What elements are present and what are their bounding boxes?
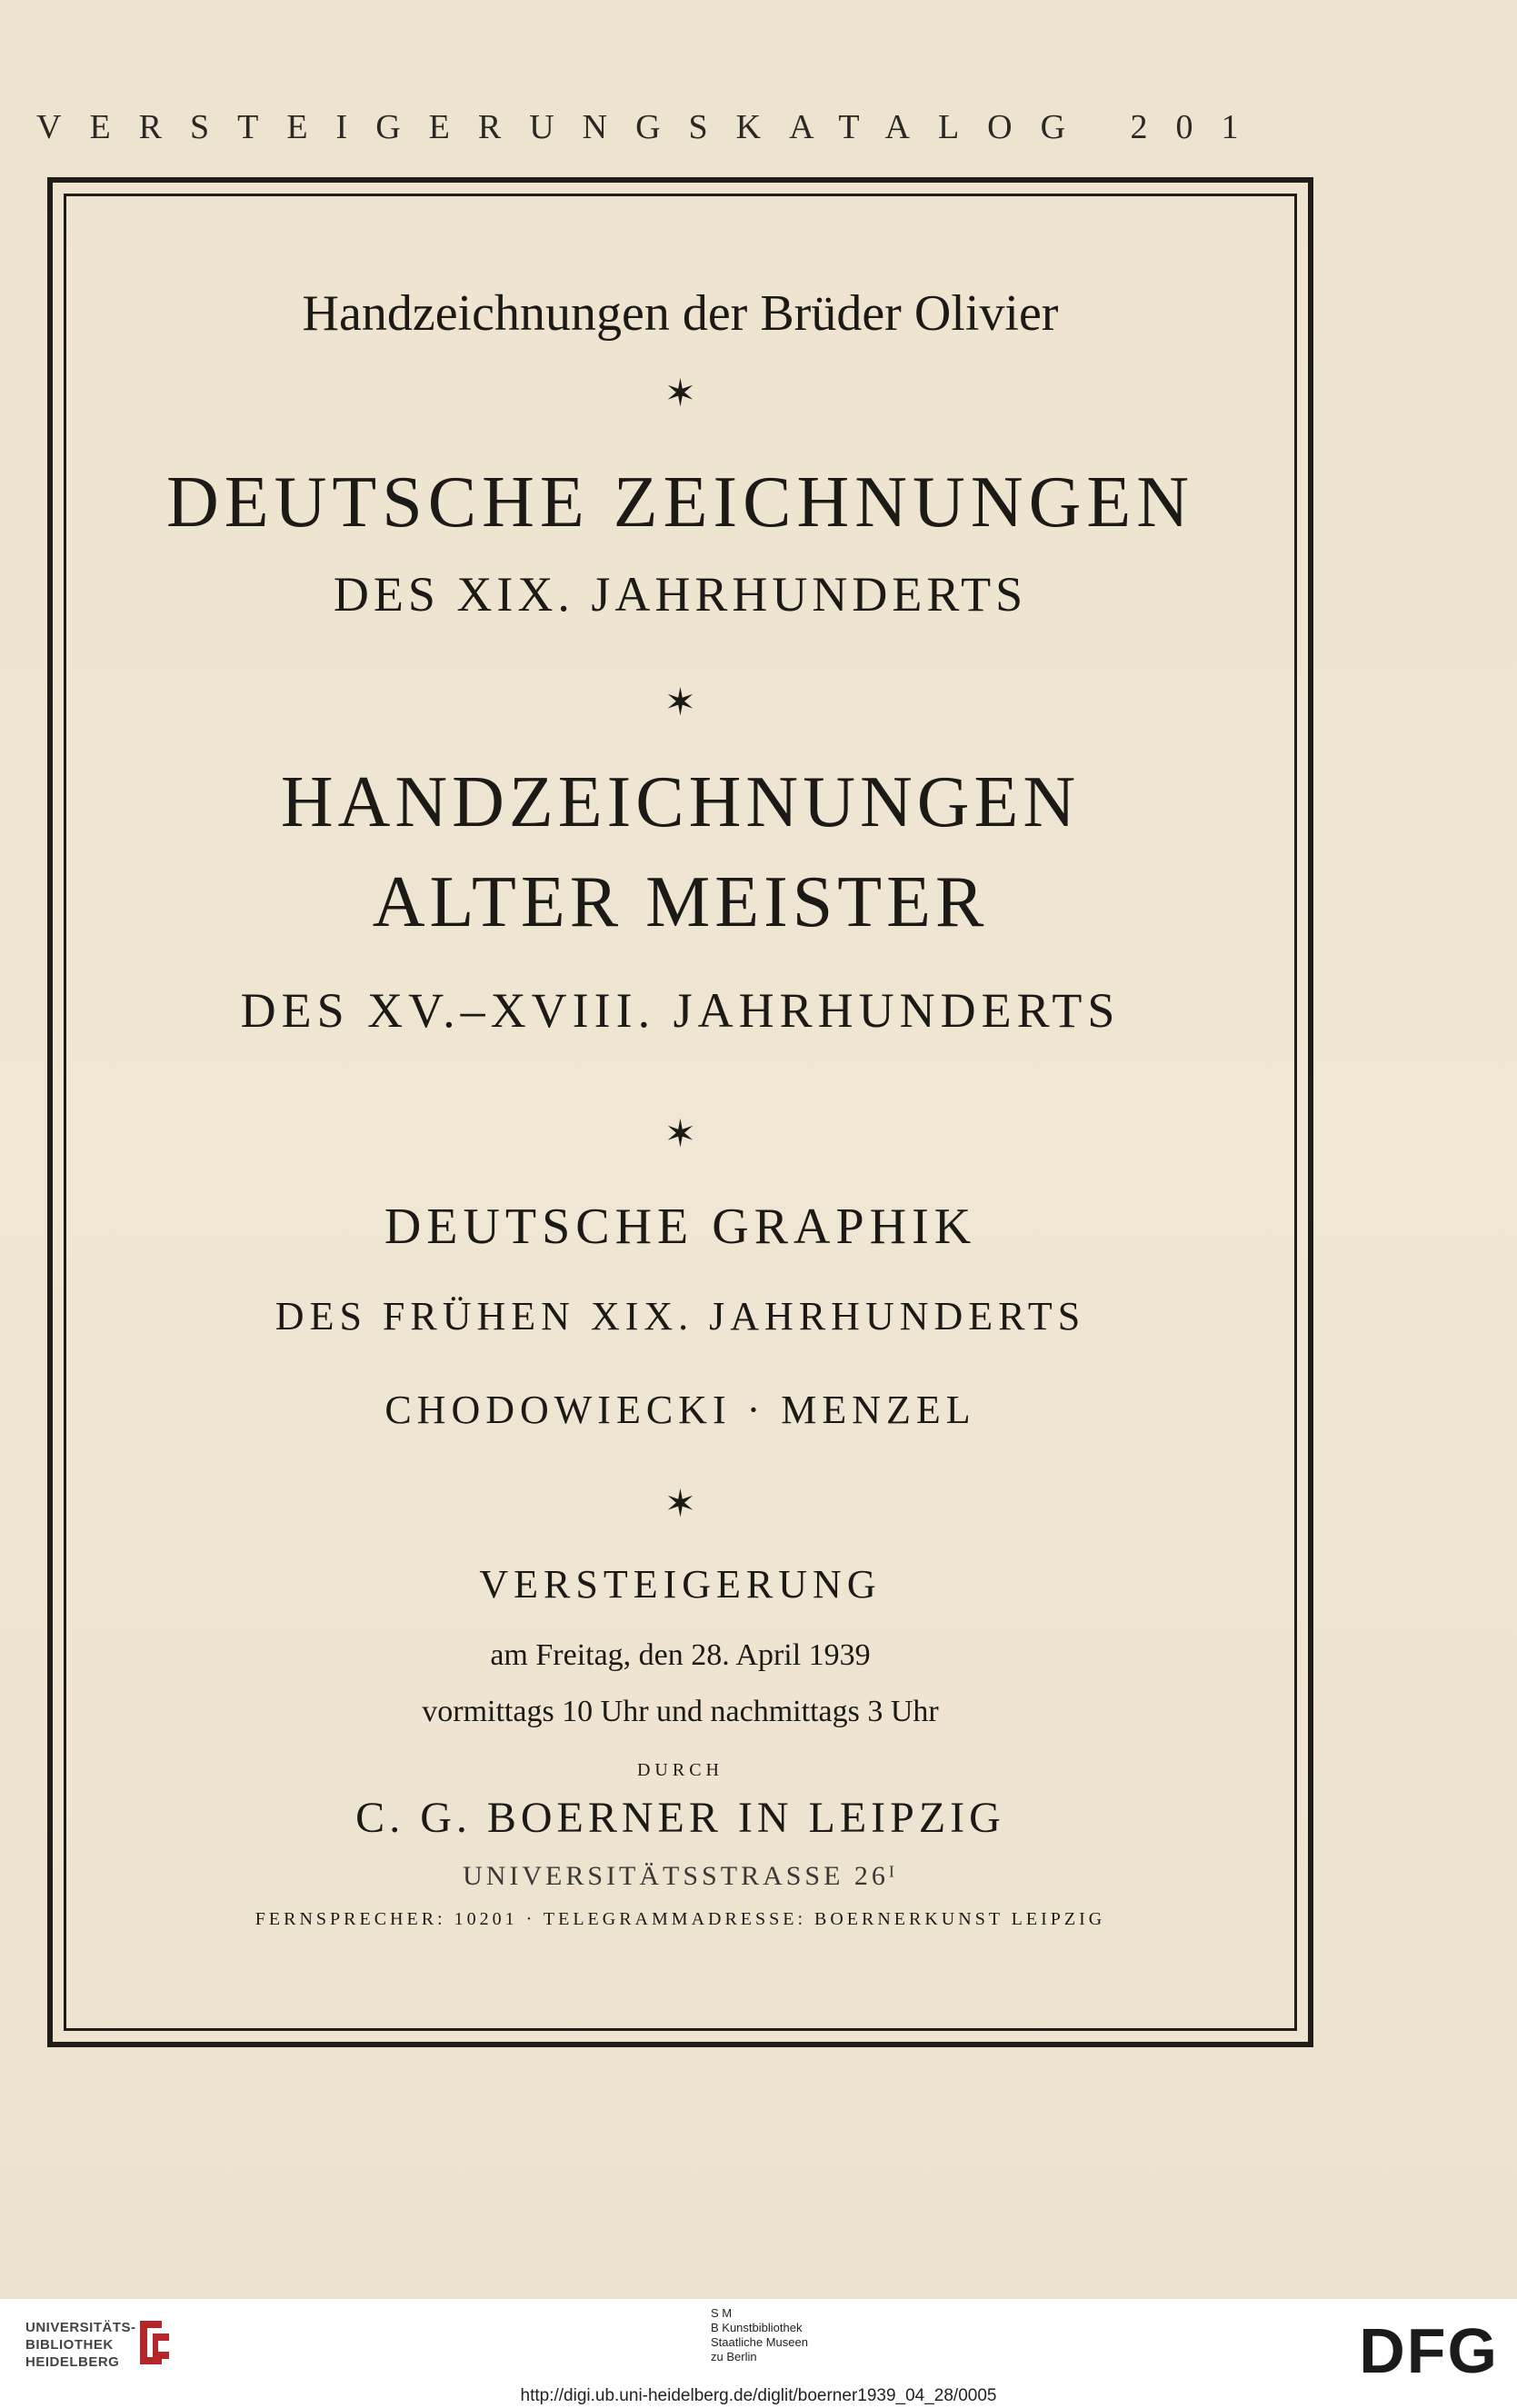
section2-subheading: DES XV.–XVIII. JAHRHUNDERTS <box>240 983 1121 1038</box>
auction-date: am Freitag, den 28. April 1939 <box>490 1638 871 1672</box>
firm-address: UNIVERSITÄTSSTRASSE 26ᴵ <box>463 1861 898 1891</box>
auction-by-label: DURCH <box>636 1760 724 1780</box>
series-title: VERSTEIGERUNGSKATALOG 201 <box>36 108 1267 146</box>
section1-heading: DEUTSCHE ZEICHNUNGEN <box>165 463 1194 542</box>
permalink-url[interactable]: http://digi.ub.uni-heidelberg.de/diglit/boerner1939_04_28/0005 <box>520 2386 997 2405</box>
star-separator: ✶ <box>664 1484 697 1526</box>
section3-artists: CHODOWIECKI · MENZEL <box>384 1388 976 1432</box>
section2-heading-line1: HANDZEICHNUNGEN <box>280 762 1081 842</box>
museum-stamp: S M B Kunstbibliothek Staatliche Museen zu Berlin <box>711 2306 808 2363</box>
library-logo-icon <box>135 2317 175 2368</box>
title-page-content <box>64 194 1297 2031</box>
section3-subheading: DES FRÜHEN XIX. JAHRHUNDERTS <box>274 1294 1086 1338</box>
section2-heading-line2: ALTER MEISTER <box>372 862 989 942</box>
dfg-logo: DFG <box>1359 2315 1499 2386</box>
digitization-footer <box>0 2299 1517 2408</box>
star-separator: ✶ <box>664 682 697 724</box>
section3-heading: DEUTSCHE GRAPHIK <box>384 1199 977 1255</box>
star-separator: ✶ <box>664 1114 697 1156</box>
star-separator: ✶ <box>664 373 697 415</box>
firm-contact: FERNSPRECHER: 10201 · TELEGRAMMADRESSE: BOERNERKUNST LEIPZIG <box>254 1909 1106 1929</box>
catalog-subtitle: Handzeichnungen der Brüder Olivier <box>302 285 1059 342</box>
auction-time: vormittags 10 Uhr und nachmittags 3 Uhr <box>422 1695 939 1728</box>
library-name: UNIVERSITÄTS- BIBLIOTHEK HEIDELBERG <box>25 2320 136 2370</box>
section1-subheading: DES XIX. JAHRHUNDERTS <box>333 567 1028 622</box>
auction-heading: VERSTEIGERUNG <box>479 1562 882 1607</box>
auction-firm: C. G. BOERNER IN LEIPZIG <box>355 1794 1005 1842</box>
